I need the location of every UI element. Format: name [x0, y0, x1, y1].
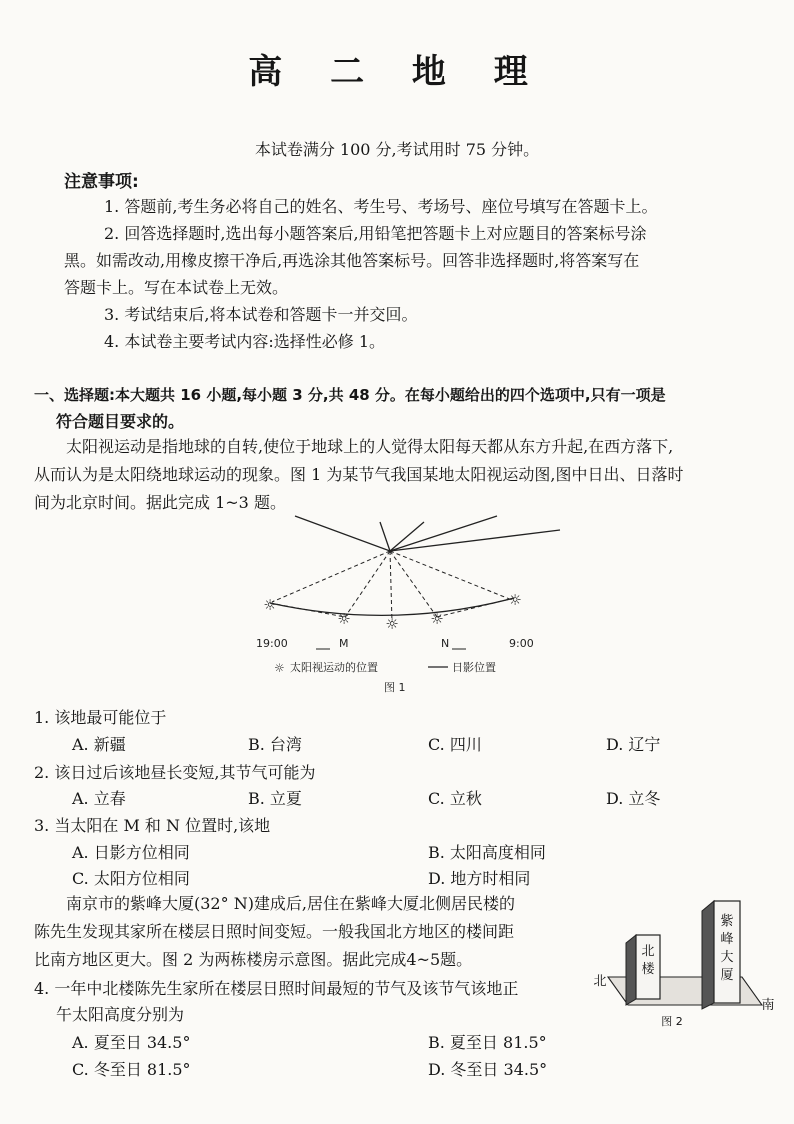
shadow-line — [295, 516, 390, 551]
option-b: B. 台湾 — [248, 735, 302, 754]
tower-label-4: 厦 — [720, 968, 734, 983]
shadow-line — [380, 522, 390, 551]
question-stem-cont: 午太阳高度分别为 — [56, 1005, 185, 1024]
option-d: D. 冬至日 34.5° — [428, 1060, 548, 1079]
notice-line: 3. 考试结束后,将本试卷和答题卡一并交回。 — [104, 305, 418, 324]
section-heading-cont: 符合题目要求的。 — [56, 412, 185, 431]
sun-icon: ☼ — [385, 615, 399, 633]
north-building-label-2: 楼 — [641, 962, 655, 977]
time-label-sunset: 19:00 — [256, 637, 288, 650]
notice-line: 4. 本试卷主要考试内容:选择性必修 1。 — [104, 332, 386, 351]
passage-line: 陈先生发现其家所在楼层日照时间变短。一般我国北方地区的楼间距 — [34, 922, 515, 941]
north-building-label-1: 北 — [641, 944, 655, 959]
legend-sun-label: 太阳视运动的位置 — [290, 661, 378, 674]
shadow-line — [390, 530, 560, 551]
sun-icon: ☼ — [337, 610, 351, 628]
sun-icon: ☼ — [508, 591, 522, 609]
notice-line: 黑。如需改动,用橡皮擦干净后,再选涂其他答案标号。回答非选择题时,将答案写在 — [64, 251, 640, 270]
option-a: A. 新疆 — [72, 735, 126, 754]
option-c: C. 冬至日 81.5° — [72, 1060, 191, 1079]
notice-line: 1. 答题前,考生务必将自己的姓名、考生号、考场号、座位号填写在答题卡上。 — [104, 197, 658, 216]
sun-icon: ☼ — [263, 596, 277, 614]
option-c: C. 立秋 — [428, 789, 482, 808]
passage-line: 太阳视运动是指地球的自转,使位于地球上的人觉得太阳每天都从东方升起,在西方落下, — [66, 437, 674, 456]
option-c: C. 太阳方位相同 — [72, 869, 190, 888]
notice-line: 2. 回答选择题时,选出每小题答案后,用铅笔把答题卡上对应题目的答案标号涂 — [104, 224, 647, 243]
legend-sun-icon: ☼ — [274, 661, 285, 675]
legend-shadow-label: 日影位置 — [452, 661, 496, 674]
section-heading: 一、选择题:本大题共 16 小题,每小题 3 分,共 48 分。在每小题给出的四个选项中,只有一项是 — [34, 386, 666, 404]
tower-label-2: 峰 — [720, 932, 734, 947]
figure-2-caption: 图 2 — [661, 1015, 683, 1028]
passage-line: 南京市的紫峰大厦(32° N)建成后,居住在紫峰大厦北侧居民楼的 — [66, 894, 516, 913]
sun-ray-line — [390, 551, 392, 622]
notice-line: 答题卡上。写在本试卷上无效。 — [64, 278, 289, 297]
sun-icon: ☼ — [430, 610, 444, 628]
shadow-line — [390, 516, 497, 551]
point-label-n: N — [441, 637, 450, 650]
time-label-sunrise: 9:00 — [509, 637, 534, 650]
option-a: A. 立春 — [72, 789, 126, 808]
option-d: D. 辽宁 — [606, 735, 661, 754]
option-b: B. 立夏 — [248, 789, 302, 808]
option-d: D. 立冬 — [606, 789, 661, 808]
figure-2-diagram — [590, 895, 780, 1035]
tower-label-1: 紫 — [720, 914, 734, 929]
question-stem: 2. 该日过后该地昼长变短,其节气可能为 — [34, 763, 316, 782]
notice-heading: 注意事项: — [64, 172, 139, 192]
point-label-m: M — [339, 637, 349, 650]
question-stem: 4. 一年中北楼陈先生家所在楼层日照时间最短的节气及该节气该地正 — [34, 979, 519, 998]
north-label: 北 — [593, 974, 607, 989]
option-c: C. 四川 — [428, 735, 482, 754]
question-stem: 1. 该地最可能位于 — [34, 708, 167, 727]
option-a: A. 夏至日 34.5° — [72, 1033, 191, 1052]
sun-ray-line — [390, 551, 437, 617]
option-b: B. 太阳高度相同 — [428, 843, 546, 862]
south-label: 南 — [761, 998, 775, 1013]
option-a: A. 日影方位相同 — [72, 843, 190, 862]
shadow-line — [390, 522, 424, 551]
north-building-side — [626, 935, 636, 1005]
option-b: B. 夏至日 81.5° — [428, 1033, 547, 1052]
sun-path-arc — [270, 598, 514, 615]
passage-line: 比南方地区更大。图 2 为两栋楼房示意图。据此完成4~5题。 — [34, 950, 473, 969]
question-stem: 3. 当太阳在 M 和 N 位置时,该地 — [34, 816, 271, 835]
option-d: D. 地方时相同 — [428, 869, 531, 888]
figure-1-caption: 图 1 — [384, 681, 406, 694]
tower-label-3: 大 — [720, 950, 734, 965]
exam-info: 本试卷满分 100 分,考试用时 75 分钟。 — [254, 140, 540, 159]
tower-side — [702, 901, 714, 1009]
page-title: 高 二 地 理 — [248, 52, 546, 92]
sun-ray-line — [390, 551, 512, 600]
passage-line: 间为北京时间。据此完成 1~3 题。 — [34, 493, 286, 512]
passage-line: 从而认为是太阳绕地球运动的现象。图 1 为某节气我国某地太阳视运动图,图中日出、日落时 — [34, 465, 684, 484]
